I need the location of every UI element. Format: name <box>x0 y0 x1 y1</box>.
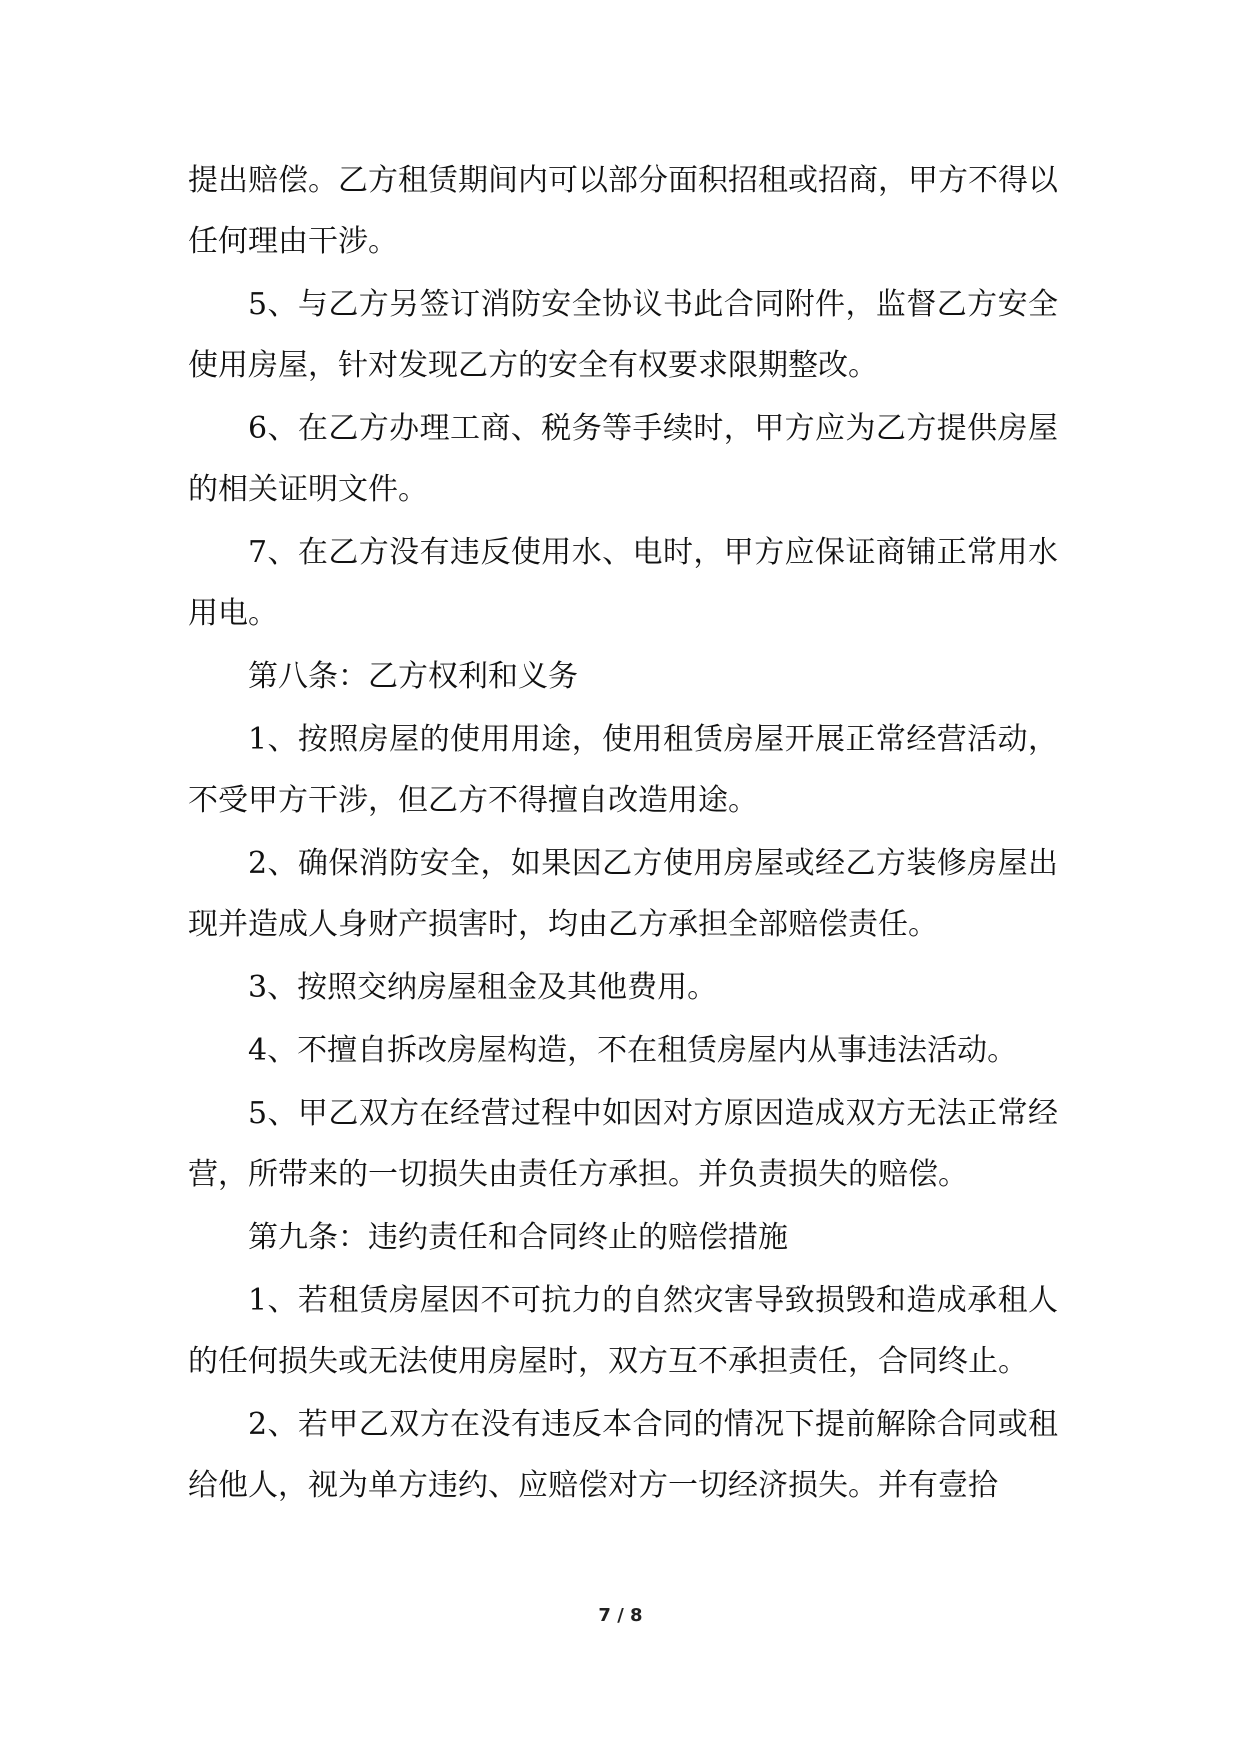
page-number: 7 / 8 <box>598 1605 643 1626</box>
paragraph: 5、与乙方另签订消防安全协议书此合同附件，监督乙方安全使用房屋，针对发现乙方的安全有权要求限期整改。 <box>188 287 1058 383</box>
section-heading: 第八条：乙方权利和义务 <box>248 659 578 694</box>
paragraph: 1、按照房屋的使用用途，使用租赁房屋开展正常经营活动，不受甲方干涉，但乙方不得擅自改造用途。 <box>188 722 1058 818</box>
paragraph: 5、甲乙双方在经营过程中如因对方原因造成双方无法正常经营，所带来的一切损失由责任方承担。并负责损失的赔偿。 <box>188 1096 1058 1192</box>
paragraph: 4、不擅自拆改房屋构造，不在租赁房屋内从事违法活动。 <box>248 1033 1018 1068</box>
paragraph: 3、按照交纳房屋租金及其他费用。 <box>248 970 718 1005</box>
paragraph: 2、若甲乙双方在没有违反本合同的情况下提前解除合同或租给他人，视为单方违约、应赔偿对方一切经济损失。并有壹拾 <box>188 1407 1058 1503</box>
document-body <box>188 150 1058 1518</box>
paragraph: 提出赔偿。乙方租赁期间内可以部分面积招租或招商，甲方不得以任何理由干涉。 <box>188 163 1058 259</box>
paragraph: 7、在乙方没有违反使用水、电时，甲方应保证商铺正常用水用电。 <box>188 535 1058 631</box>
paragraph: 6、在乙方办理工商、税务等手续时，甲方应为乙方提供房屋的相关证明文件。 <box>188 411 1058 507</box>
paragraph: 1、若租赁房屋因不可抗力的自然灾害导致损毁和造成承租人的任何损失或无法使用房屋时，双方互不承担责任，合同终止。 <box>188 1283 1058 1379</box>
paragraph: 2、确保消防安全，如果因乙方使用房屋或经乙方装修房屋出现并造成人身财产损害时，均由乙方承担全部赔偿责任。 <box>188 846 1058 942</box>
section-heading: 第九条：违约责任和合同终止的赔偿措施 <box>248 1220 788 1255</box>
